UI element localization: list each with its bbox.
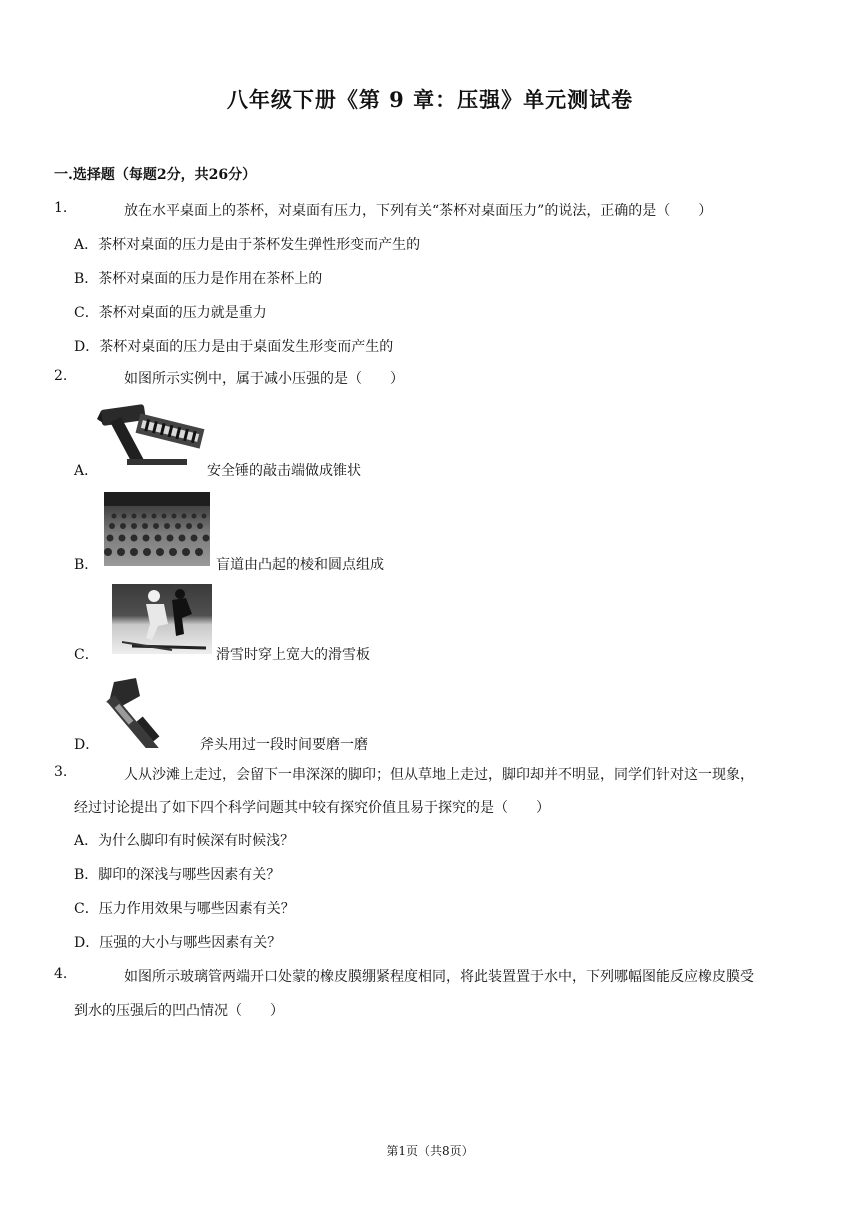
question-3-stem-line-2: 经过讨论提出了如下四个科学问题其中较有探究价值且易于探究的是（ ）	[74, 800, 550, 816]
question-3-option-c: C．压力作用效果与哪些因素有关？	[74, 901, 295, 917]
question-1-option-a: A．茶杯对桌面的压力是由于茶杯发生弹性形变而产生的	[74, 237, 421, 253]
question-3-option-a: A．为什么脚印有时候深有时候浅？	[74, 833, 295, 849]
page-title: 八年级下册《第 9 章：压强》单元测试卷	[226, 87, 634, 112]
question-1-stem: 放在水平桌面上的茶杯，对桌面有压力，下列有关“茶杯对桌面压力”的说法，正确的是（ ）	[124, 203, 713, 219]
question-2-option-d-label: D．	[74, 737, 100, 753]
question-2-option-b-label: B．	[74, 557, 99, 573]
question-1-option-b: B．茶杯对桌面的压力是作用在茶杯上的	[74, 271, 323, 287]
question-1-option-d: D．茶杯对桌面的压力是由于桌面发生形变而产生的	[74, 339, 394, 355]
safety-hammer-image	[97, 397, 207, 472]
question-2-option-c-text: 滑雪时穿上宽大的滑雪板	[216, 647, 370, 663]
question-4-number: 4.	[54, 966, 68, 982]
question-3-number: 3.	[54, 764, 68, 780]
question-4-stem-line-2: 到水的压强后的凹凸情况（ ）	[74, 1003, 284, 1019]
question-4-stem-line-1: 如图所示玻璃管两端开口处蒙的橡皮膜绷紧程度相同，将此装置置于水中，下列哪幅图能反应橡皮膜受	[124, 969, 754, 985]
question-2-option-a-label: A．	[74, 463, 99, 479]
question-3-option-d: D．压强的大小与哪些因素有关？	[74, 935, 282, 951]
question-2-option-c-label: C．	[74, 647, 99, 663]
section-heading: 一.选择题（每题2分，共26分）	[54, 167, 257, 183]
blind-track-image	[104, 492, 210, 566]
question-1-option-c: C．茶杯对桌面的压力就是重力	[74, 305, 267, 321]
question-2-stem: 如图所示实例中，属于减小压强的是（ ）	[124, 371, 404, 387]
question-3-option-b: B．脚印的深浅与哪些因素有关？	[74, 867, 281, 883]
question-2-option-b-text: 盲道由凸起的棱和圆点组成	[216, 557, 384, 573]
page-footer: 第1页（共8页）	[386, 1144, 474, 1158]
question-2-option-d-text: 斧头用过一段时间要磨一磨	[200, 737, 368, 753]
question-2-number: 2.	[54, 368, 68, 384]
axe-image	[100, 676, 200, 748]
question-3-stem-line-1: 人从沙滩上走过，会留下一串深深的脚印；但从草地上走过，脚印却并不明显，同学们针对这一现象，	[124, 767, 754, 783]
question-1-number: 1.	[54, 200, 68, 216]
skier-image	[112, 584, 212, 654]
question-2-option-a-text: 安全锤的敲击端做成锥状	[207, 463, 361, 479]
